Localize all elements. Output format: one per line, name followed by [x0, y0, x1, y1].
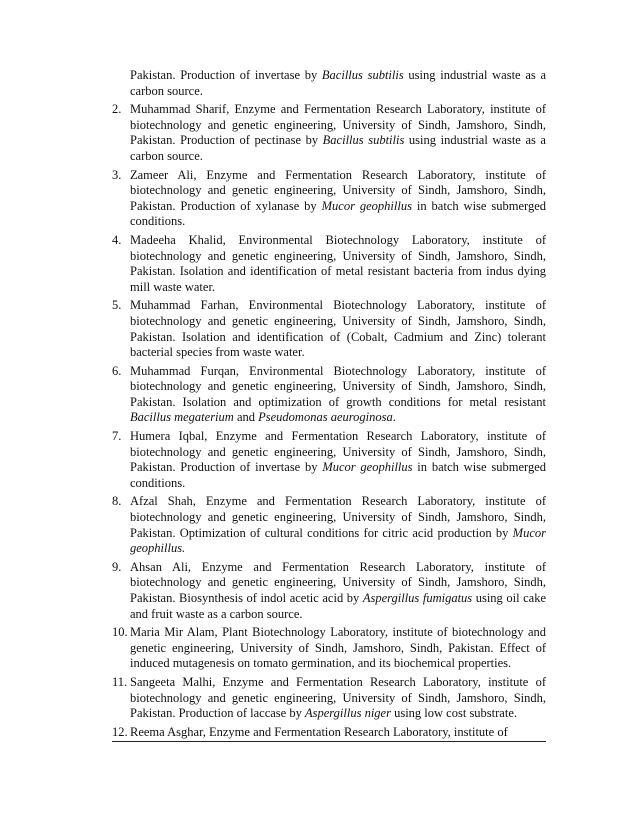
item-text: Madeeha Khalid, Environmental Biotechnology Laboratory, institute of biotechnology and genetic engineering, University of Sindh, Jamshoro, Sindh, Pakistan. Isolation and identification of metal resistant bacteria from indus dying mill waste water.: [130, 232, 546, 294]
item-text: Humera Iqbal, Enzyme and Fermentation Research Laboratory, institute of biotechnology and genetic engineering, University of Sindh, Jamshoro, Sindh, Pakistan. Production of invertase by Mucor geophillus in batch wise submerged conditions.: [130, 429, 546, 490]
item-text: Reema Asghar, Enzyme and Fermentation Research Laboratory, institute of: [130, 724, 508, 739]
item-text: Maria Mir Alam, Plant Biotechnology Laboratory, institute of biotechnology and genetic engineering, University of Sindh, Jamshoro, Sindh, Pakistan. Effect of induced mutagenesis on tomato germination, and its biochemical properties.: [130, 625, 546, 671]
list-item: [112, 675, 546, 722]
item-text: Ahsan Ali, Enzyme and Fermentation Research Laboratory, institute of biotechnology and genetic engineering, University of Sindh, Jamshoro, Sindh, Pakistan. Biosynthesis of indol acetic acid by Aspergillus fumigatus using oil cake and fruit waste as a carbon source.: [130, 559, 546, 621]
list-item: [112, 233, 546, 295]
item-number: 7.: [112, 429, 122, 444]
item-text: Sangeeta Malhi, Enzyme and Fermentation Research Laboratory, institute of biotechnology and genetic engineering, University of Sindh, Jamshoro, Sindh, Pakistan. Production of laccase by Aspergillus niger using low cost substrate.: [130, 674, 546, 721]
item-number: 2.: [112, 102, 122, 117]
item-text: Afzal Shah, Enzyme and Fermentation Research Laboratory, institute of biotechnology and genetic engineering, University of Sindh, Jamshoro, Sindh, Pakistan. Optimization of cultural conditions for citric acid production by Mucor geophillus.: [130, 494, 546, 556]
list-item: [112, 560, 546, 622]
list-item: [112, 364, 546, 426]
item-number: 5.: [112, 298, 122, 313]
list-item: [112, 168, 546, 230]
list-item: [112, 429, 546, 491]
list-item: [112, 298, 546, 360]
list-item: [112, 625, 546, 672]
item-number: 12.: [112, 724, 128, 739]
list-item: [112, 68, 546, 99]
item-text: Muhammad Sharif, Enzyme and Fermentation Research Laboratory, institute of biotechnology and genetic engineering, University of Sindh, Jamshoro, Sindh, Pakistan. Production of pectinase by Bacillus subtilis using industrial waste as a carbon source.: [130, 102, 546, 163]
item-text: Zameer Ali, Enzyme and Fermentation Research Laboratory, institute of biotechnology and genetic engineering, University of Sindh, Jamshoro, Sindh, Pakistan. Production of xylanase by Mucor geophillus in batch wise submerged conditions.: [130, 167, 546, 229]
item-text: Muhammad Furqan, Environmental Biotechnology Laboratory, institute of biotechnology and genetic engineering, University of Sindh, Jamshoro, Sindh, Pakistan. Isolation and optimization of growth conditions for metal resistant Bacillus megaterium and Pseudomonas aeuroginosa.: [130, 363, 546, 425]
list-item: [112, 725, 546, 743]
item-text: Muhammad Farhan, Environmental Biotechnology Laboratory, institute of biotechnology and genetic engineering, University of Sindh, Jamshoro, Sindh, Pakistan. Isolation and identification of (Cobalt, Cadmium and Zinc) tolerant bacterial species from waste water.: [130, 298, 546, 360]
item-number: 6.: [112, 363, 122, 378]
item-text: Pakistan. Production of invertase by Bacillus subtilis using industrial waste as a carbon source.: [130, 68, 546, 98]
item-number: 8.: [112, 494, 122, 509]
item-number: 3.: [112, 167, 122, 182]
item-number: 9.: [112, 559, 122, 574]
list-item: [112, 102, 546, 164]
item-number: 10.: [112, 625, 128, 640]
reference-list: [112, 68, 546, 745]
item-number: 11.: [112, 674, 128, 689]
list-item: [112, 494, 546, 556]
item-number: 4.: [112, 232, 122, 247]
